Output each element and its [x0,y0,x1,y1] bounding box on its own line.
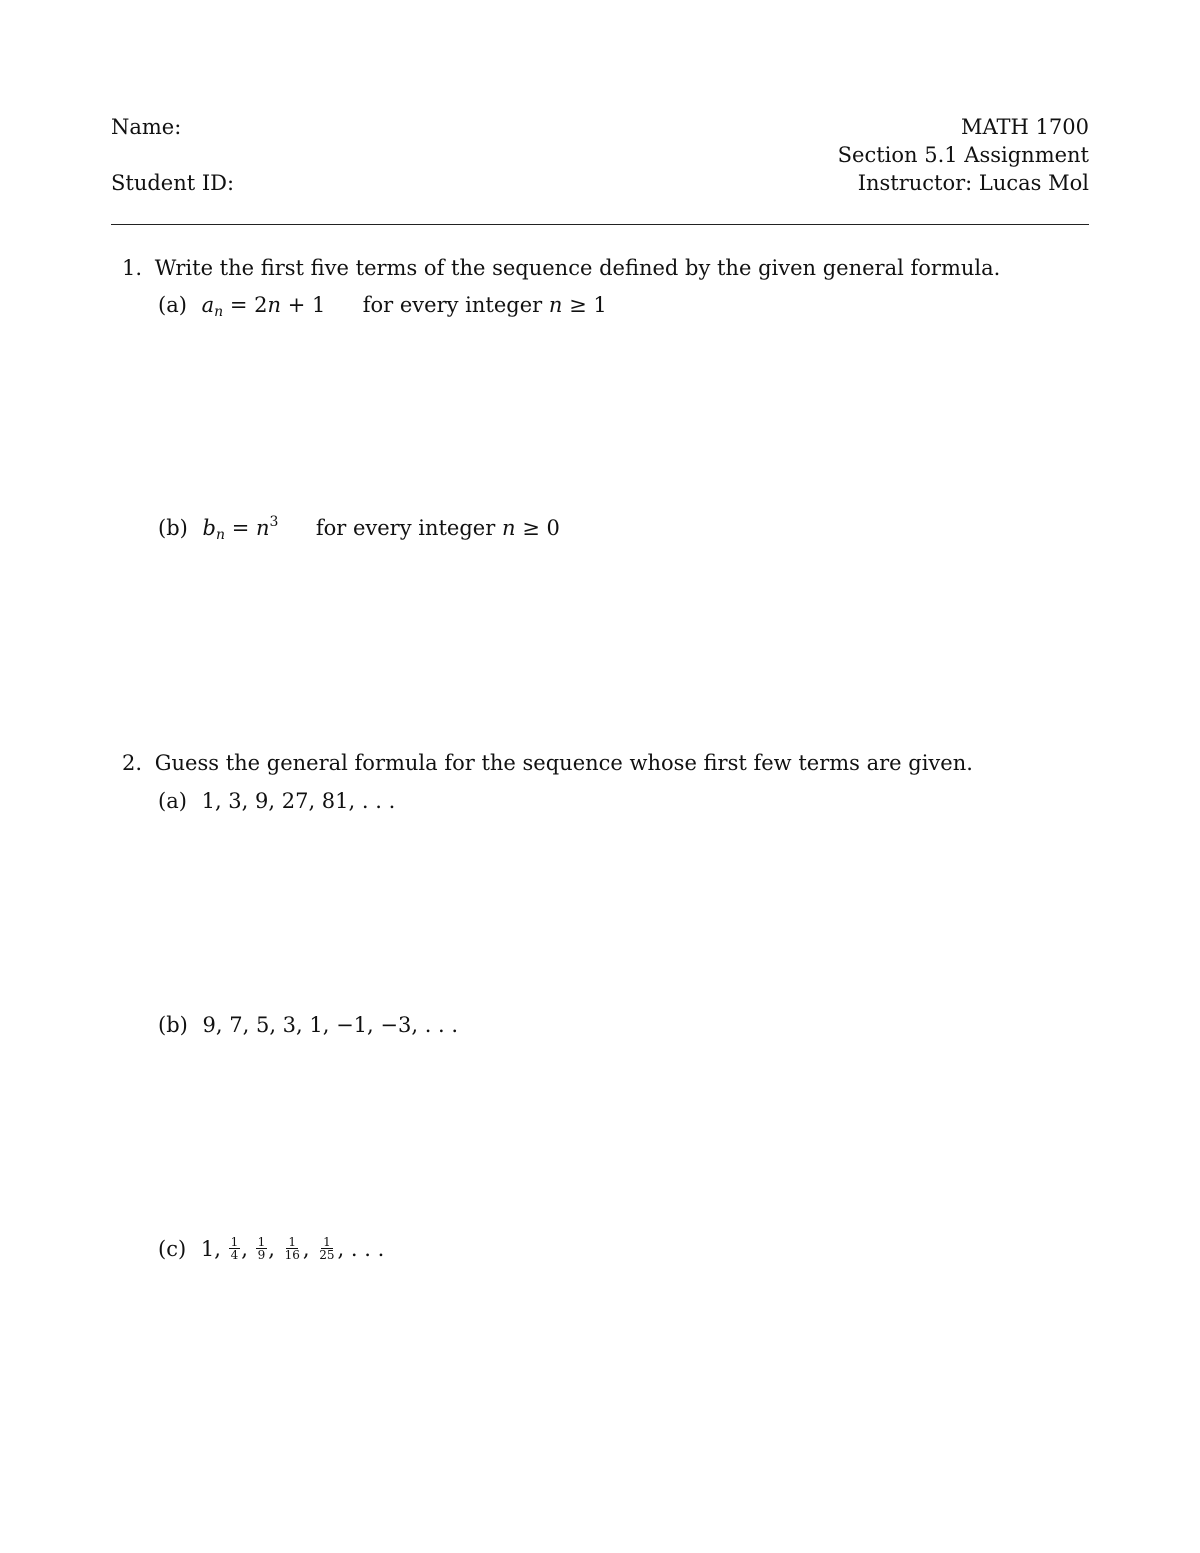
question-2a-label: (a) [158,789,187,813]
question-1 [122,256,1000,280]
sequence-2c-ellipsis: . . . [350,1237,385,1261]
formula-1a-sub: n [214,304,224,320]
formula-1a-rest: + 1 [287,293,326,317]
fraction-1-16: $\frac{1}{16}$ [284,1235,300,1262]
condition-1a-rel: ≥ 1 [569,293,607,317]
formula-1b-var: b [202,516,216,540]
student-id-label: Student ID: [111,171,235,195]
question-1-number: 1. [122,256,143,280]
question-1b [158,514,560,543]
formula-1a-eq: = [229,293,248,317]
question-1a-label: (a) [158,293,187,317]
formula-1b-eq: = [231,516,250,540]
formula-1b [202,514,286,543]
name-label: Name: [111,115,182,139]
question-2c-label: (c) [158,1237,187,1261]
formula-1b-exp: 3 [269,514,279,530]
sequence-2a: 1, 3, 9, 27, 81, . . . [201,789,396,813]
sequence-2c-first: 1, [200,1237,221,1261]
condition-1b-var: n [501,516,516,540]
question-1a [158,293,607,320]
fraction-1-25: $\frac{1}{25}$ [319,1235,335,1262]
formula-1a-coef: 2 [254,293,268,317]
condition-1a-var: n [548,293,563,317]
question-2a [158,789,395,813]
section-title: Section 5.1 Assignment [837,143,1089,167]
question-2c [158,1237,384,1263]
formula-1b-sub: n [215,527,226,543]
course-code: MATH 1700 [961,115,1089,139]
condition-1b: for every integer [315,516,496,540]
fraction-1-4: $\frac{1}{4}$ [230,1235,239,1262]
question-2b [158,1013,458,1037]
condition-1b-rel: ≥ 0 [522,516,560,540]
formula-1a-rhs-var: n [267,293,282,317]
question-2b-label: (b) [158,1013,188,1037]
question-2-prompt: Guess the general formula for the sequence whose first few terms are given. [154,751,973,775]
formula-1a [201,293,332,320]
question-1b-label: (b) [158,516,188,540]
sequence-2b: 9, 7, 5, 3, 1, −1, −3, . . . [202,1013,459,1037]
header-divider [111,224,1089,225]
formula-1b-rhs-var: n [256,516,270,540]
instructor-name: Instructor: Lucas Mol [857,171,1089,195]
question-1-prompt: Write the first five terms of the sequence defined by the given general formula. [154,256,1001,280]
question-2 [122,751,973,775]
sequence-2c: 1, $\frac{1}{4}$ , $\frac{1}{9}$ , $\frac{1}{16}$ , $\frac{1}{25}$ , . . . [200,1235,385,1262]
fraction-1-9: $\frac{1}{9}$ [257,1235,266,1262]
question-2-number: 2. [122,751,143,775]
condition-1a: for every integer [362,293,543,317]
formula-1a-var: a [201,293,215,317]
